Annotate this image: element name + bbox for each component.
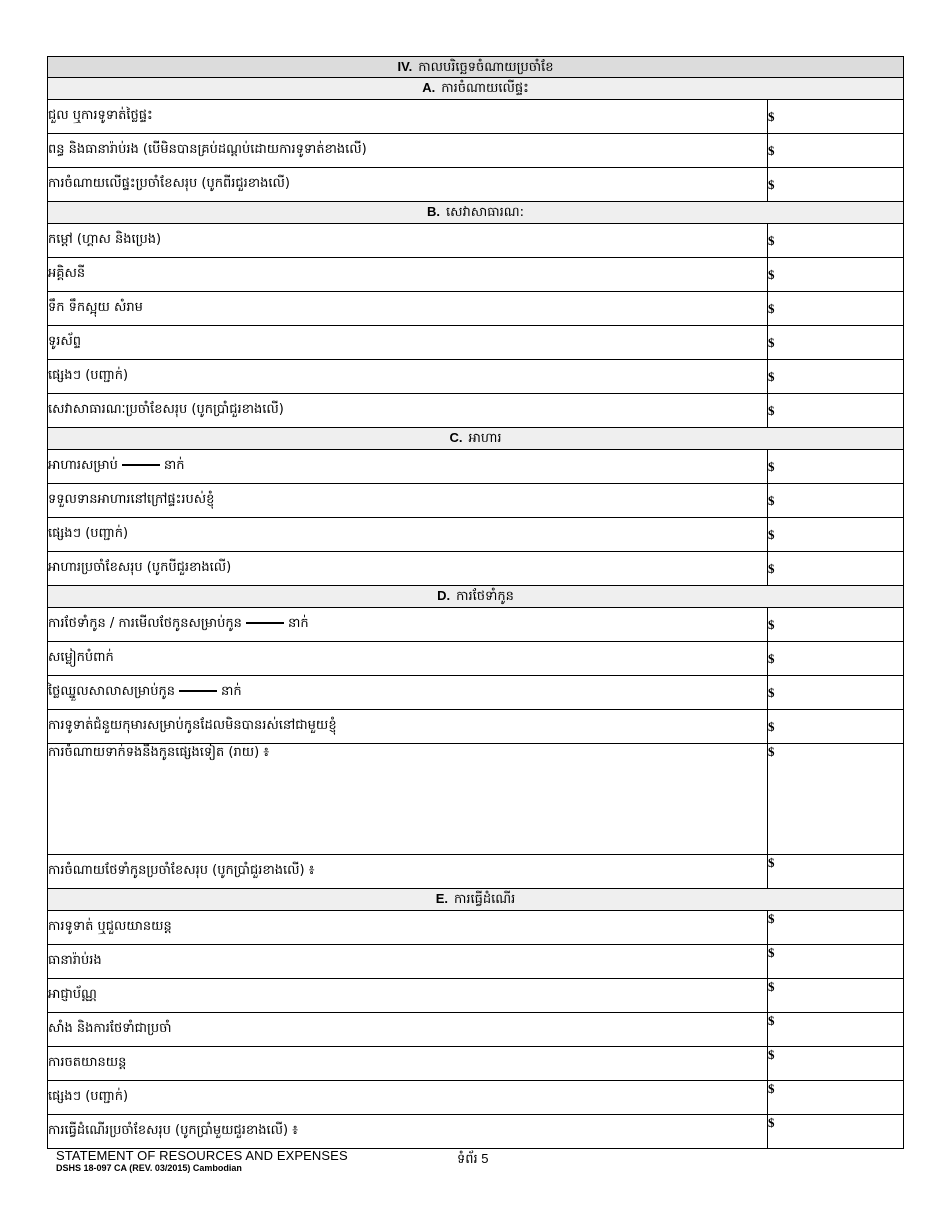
form-code: DSHS 18-097 CA (REV. 03/2015) Cambodian <box>56 1163 242 1173</box>
row-label: ការទូទាត់ជំនួយកុមារសម្រាប់កូនដែលមិនបានរស់នៅជាមួយខ្ញុំ <box>48 710 768 744</box>
food-title: អាហារ <box>468 431 502 446</box>
food-row-people: អាហារសម្រាប់ នាក់ $ <box>48 450 904 484</box>
utilities-row-heat <box>48 224 904 258</box>
children-count-blank[interactable] <box>179 690 217 692</box>
section-title: កាលបរិច្ឆេទចំណាយប្រចាំខែ <box>418 60 554 75</box>
row-label: សម្លៀកបំពាក់ <box>48 642 768 676</box>
row-label: ការចតយានយន្ត <box>48 1047 768 1081</box>
row-label: សេវាសាធារណៈប្រចាំខែសរុប (បូកប្រាំជួរខាងលើ) <box>48 394 768 428</box>
housing-header: A. ការចំណាយលើផ្ទះ <box>48 78 904 100</box>
amount-field[interactable]: $ <box>768 1115 904 1149</box>
children-count-blank[interactable] <box>246 622 284 624</box>
form-title: STATEMENT OF RESOURCES AND EXPENSES <box>56 1148 348 1163</box>
childcare-row-care: ការថែទាំកូន / ការមើលថែកូនសម្រាប់កូន នាក់ $ <box>48 608 904 642</box>
people-count-blank[interactable] <box>122 464 160 466</box>
row-label: ទឹក ទឹកស្អុយ សំរាម <box>48 292 768 326</box>
amount-field[interactable]: $ <box>768 134 904 168</box>
childcare-row-clothing <box>48 642 904 676</box>
page-number: ទំព័រ 5 <box>457 1151 489 1166</box>
row-label: ទទួលទានអាហារនៅក្រៅផ្ទះរបស់ខ្ញុំ <box>48 484 768 518</box>
row-label: ការទូទាត់ ឬជួលយានយន្ត <box>48 911 768 945</box>
amount-field[interactable]: $ <box>768 552 904 586</box>
row-label: ការចំណាយថែទាំកូនប្រចាំខែសរុប (បូកប្រាំជួរខាងលើ) ៖ <box>48 855 768 889</box>
row-label: ធានារ៉ាប់រង <box>48 945 768 979</box>
amount-field[interactable]: $ <box>768 518 904 552</box>
amount-field[interactable]: $ <box>768 911 904 945</box>
amount-field[interactable]: $ <box>768 100 904 134</box>
amount-field[interactable]: $ <box>768 292 904 326</box>
utilities-row-total <box>48 394 904 428</box>
food-row-eating-out <box>48 484 904 518</box>
amount-field[interactable]: $ <box>768 168 904 202</box>
transport-row-parking <box>48 1047 904 1081</box>
childcare-row-tuition: ថ្លៃឈ្នួលសាលាសម្រាប់កូន នាក់ $ <box>48 676 904 710</box>
childcare-title: ការថែទាំកូន <box>456 589 514 604</box>
row-label: ទូរស័ព្ទ <box>48 326 768 360</box>
utilities-header: B. សេវាសាធារណ: <box>48 202 904 224</box>
amount-field[interactable]: $ <box>768 710 904 744</box>
childcare-row-support <box>48 710 904 744</box>
amount-field[interactable]: $ <box>768 224 904 258</box>
section-header <box>48 57 904 78</box>
transport-row-total <box>48 1115 904 1149</box>
housing-row-taxes <box>48 134 904 168</box>
amount-field[interactable]: $ <box>768 945 904 979</box>
amount-field[interactable]: $ <box>768 360 904 394</box>
housing-row-total <box>48 168 904 202</box>
transport-row-insurance <box>48 945 904 979</box>
row-label: សាំង និងការថែទាំជាប្រចាំ <box>48 1013 768 1047</box>
childcare-row-other-list <box>48 744 904 855</box>
row-label: អាហារប្រចាំខែសរុប (បូកបីជួរខាងលើ) <box>48 552 768 586</box>
amount-field[interactable]: $ <box>768 855 904 889</box>
row-label: អាជ្ញាប័ណ្ណ <box>48 979 768 1013</box>
transport-row-fuel <box>48 1013 904 1047</box>
food-row-other <box>48 518 904 552</box>
row-label[interactable]: ការចំណាយទាក់ទងនឹងកូនផ្សេងទៀត (រាយ) ៖ <box>48 744 768 855</box>
footer <box>56 1148 348 1173</box>
amount-field[interactable]: $ <box>768 979 904 1013</box>
transport-title: ការធ្វើដំណើរ <box>454 892 516 907</box>
amount-field[interactable]: $ <box>768 1081 904 1115</box>
expenses-table <box>47 56 904 1149</box>
row-label: កម្ដៅ (ហ្គាស និងប្រេង) <box>48 224 768 258</box>
utilities-row-other <box>48 360 904 394</box>
transport-row-other <box>48 1081 904 1115</box>
utilities-title: សេវាសាធារណ: <box>446 205 525 220</box>
amount-field[interactable]: $ <box>768 1047 904 1081</box>
row-label: ផ្សេងៗ (បញ្ជាក់) <box>48 1081 768 1115</box>
amount-field[interactable]: $ <box>768 1013 904 1047</box>
utilities-row-electricity <box>48 258 904 292</box>
amount-field[interactable]: $ <box>768 484 904 518</box>
transport-header: E. ការធ្វើដំណើរ <box>48 889 904 911</box>
section-number: IV. <box>397 59 413 74</box>
amount-field[interactable]: $ <box>768 744 904 855</box>
row-label: ការចំណាយលើផ្ទះប្រចាំខែសរុប (បូកពីរជួរខាងលើ) <box>48 168 768 202</box>
amount-field[interactable]: $ <box>768 326 904 360</box>
row-label: ពន្ធ និងធានារ៉ាប់រង (បើមិនបានគ្រប់ដណ្ដប់ដោយការទូទាត់ខាងលើ) <box>48 134 768 168</box>
row-label: ផ្សេងៗ (បញ្ជាក់) <box>48 518 768 552</box>
row-label: ផ្សេងៗ (បញ្ជាក់) <box>48 360 768 394</box>
food-header: C. អាហារ <box>48 428 904 450</box>
amount-field[interactable]: $ <box>768 394 904 428</box>
row-label: ការធ្វើដំណើរប្រចាំខែសរុប (បូកប្រាំមួយជួរខាងលើ) ៖ <box>48 1115 768 1149</box>
amount-field[interactable]: $ <box>768 642 904 676</box>
amount-field[interactable]: $ <box>768 450 904 484</box>
housing-row-rent <box>48 100 904 134</box>
amount-field[interactable]: $ <box>768 608 904 642</box>
row-label: ជួល ឬការទូទាត់ថ្លៃផ្ទះ <box>48 100 768 134</box>
childcare-row-total <box>48 855 904 889</box>
transport-row-vehicle <box>48 911 904 945</box>
utilities-row-water <box>48 292 904 326</box>
housing-title: ការចំណាយលើផ្ទះ <box>441 81 529 96</box>
row-label: អគ្គិសនី <box>48 258 768 292</box>
childcare-header: D. ការថែទាំកូន <box>48 586 904 608</box>
utilities-row-phone <box>48 326 904 360</box>
amount-field[interactable]: $ <box>768 258 904 292</box>
transport-row-license <box>48 979 904 1013</box>
food-row-total <box>48 552 904 586</box>
amount-field[interactable]: $ <box>768 676 904 710</box>
